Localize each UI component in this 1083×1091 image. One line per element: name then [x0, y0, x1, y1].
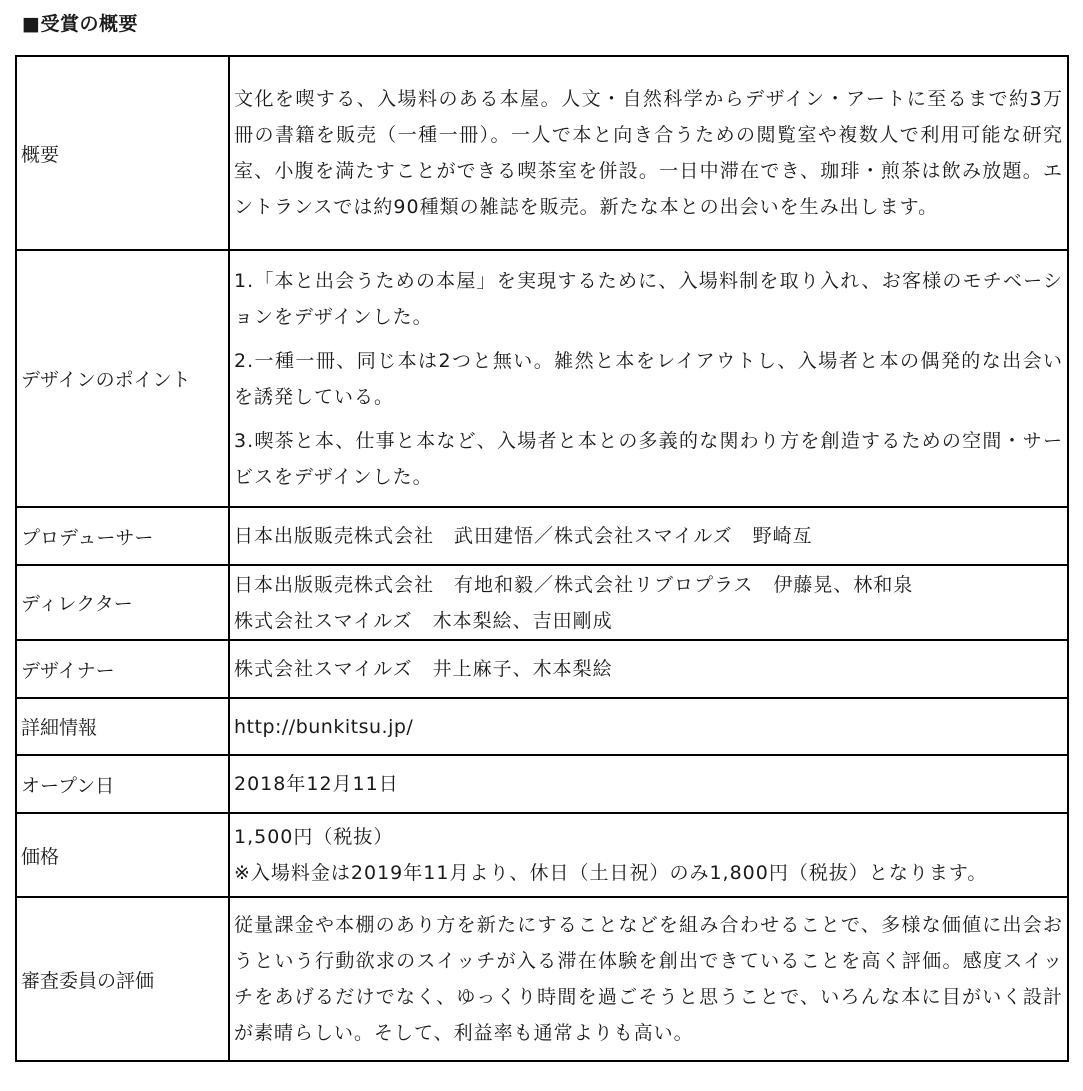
table-row-price — [16, 813, 1068, 897]
producer-value — [229, 507, 1068, 565]
design-point-2: 2.一種一冊、同じ本は2つと無い。雑然と本をレイアウトし、入場者と本の偶発的な出会いを誘発している。 — [234, 349, 1063, 408]
designer-text: 株式会社スマイルズ 井上麻子、木本梨絵 — [234, 658, 613, 680]
price-label: 価格 — [16, 813, 229, 897]
director-line-2: 株式会社スマイルズ 木本梨絵、吉田剛成 — [234, 609, 613, 632]
table-row-producer — [16, 507, 1068, 565]
director-value — [229, 565, 1068, 640]
table-row-director — [16, 565, 1068, 640]
price-line-1: 1,500円（税抜） — [234, 826, 394, 848]
review-text: 従量課金や本棚のあり方を新たにすることなどを組み合わせることで、多様な価値に出会おうという行動欲求のスイッチが入る滞在体験を創出できていることを高く評価。感度スイッチをあげるだけでなく、ゆっくり時間を過ごそうと思うことで、いろんな本に目がいく設計が素晴らしい。そして、利益率も通常よりも高い。 — [234, 914, 1063, 1044]
open-date-value — [229, 755, 1068, 813]
review-label: 審査委員の評価 — [16, 897, 229, 1061]
details-value — [229, 698, 1068, 755]
open-date-text: 2018年12月11日 — [234, 773, 399, 795]
table-row-details — [16, 698, 1068, 755]
details-label: 詳細情報 — [16, 698, 229, 755]
designer-label: デザイナー — [16, 640, 229, 698]
overview-text: 文化を喫する、入場料のある本屋。人文・自然科学からデザイン・アートに至るまで約3万冊の書籍を販売（一種一冊）。一人で本と向き合うための閲覧室や複数人で利用可能な研究室、小腹を満たすことができる喫茶室を併設。一日中滞在でき、珈琲・煎茶は飲み放題。エントランスでは約90種類の雑誌を販売。新たな本との出会いを生み出します。 — [234, 88, 1063, 218]
price-value — [229, 813, 1068, 897]
producer-text: 日本出版販売株式会社 武田建悟／株式会社スマイルズ 野崎亙 — [234, 525, 813, 547]
review-value — [229, 897, 1068, 1061]
section-heading: ■受賞の概要 — [22, 13, 138, 35]
table-row-designer — [16, 640, 1068, 698]
producer-label: プロデューサー — [16, 507, 229, 565]
design-point-3: 3.喫茶と本、仕事と本など、入場者と本との多義的な関わり方を創造するための空間・サービスをデザインした。 — [234, 429, 1063, 488]
award-summary-table — [15, 55, 1069, 1062]
table-row-overview — [16, 56, 1068, 250]
designer-value — [229, 640, 1068, 698]
open-date-label: オープン日 — [16, 755, 229, 813]
overview-label: 概要 — [16, 56, 229, 250]
price-line-2: ※入場料金は2019年11月より、休日（土日祝）のみ1,800円（税抜）となります。 — [234, 862, 988, 884]
design-points-value — [229, 250, 1068, 507]
overview-value — [229, 56, 1068, 250]
table-row-design-points — [16, 250, 1068, 507]
director-line-1: 日本出版販売株式会社 有地和毅／株式会社リブロプラス 伊藤晃、林和泉 — [234, 573, 914, 596]
table-row-open-date — [16, 755, 1068, 813]
design-point-1: 1.「本と出会うための本屋」を実現するために、入場料制を取り入れ、お客様のモチベーションをデザインした。 — [234, 269, 1063, 328]
design-points-label: デザインのポイント — [16, 250, 229, 507]
table-row-review — [16, 897, 1068, 1061]
director-label: ディレクター — [16, 565, 229, 640]
details-url-link[interactable]: http://bunkitsu.jp/ — [234, 715, 414, 738]
